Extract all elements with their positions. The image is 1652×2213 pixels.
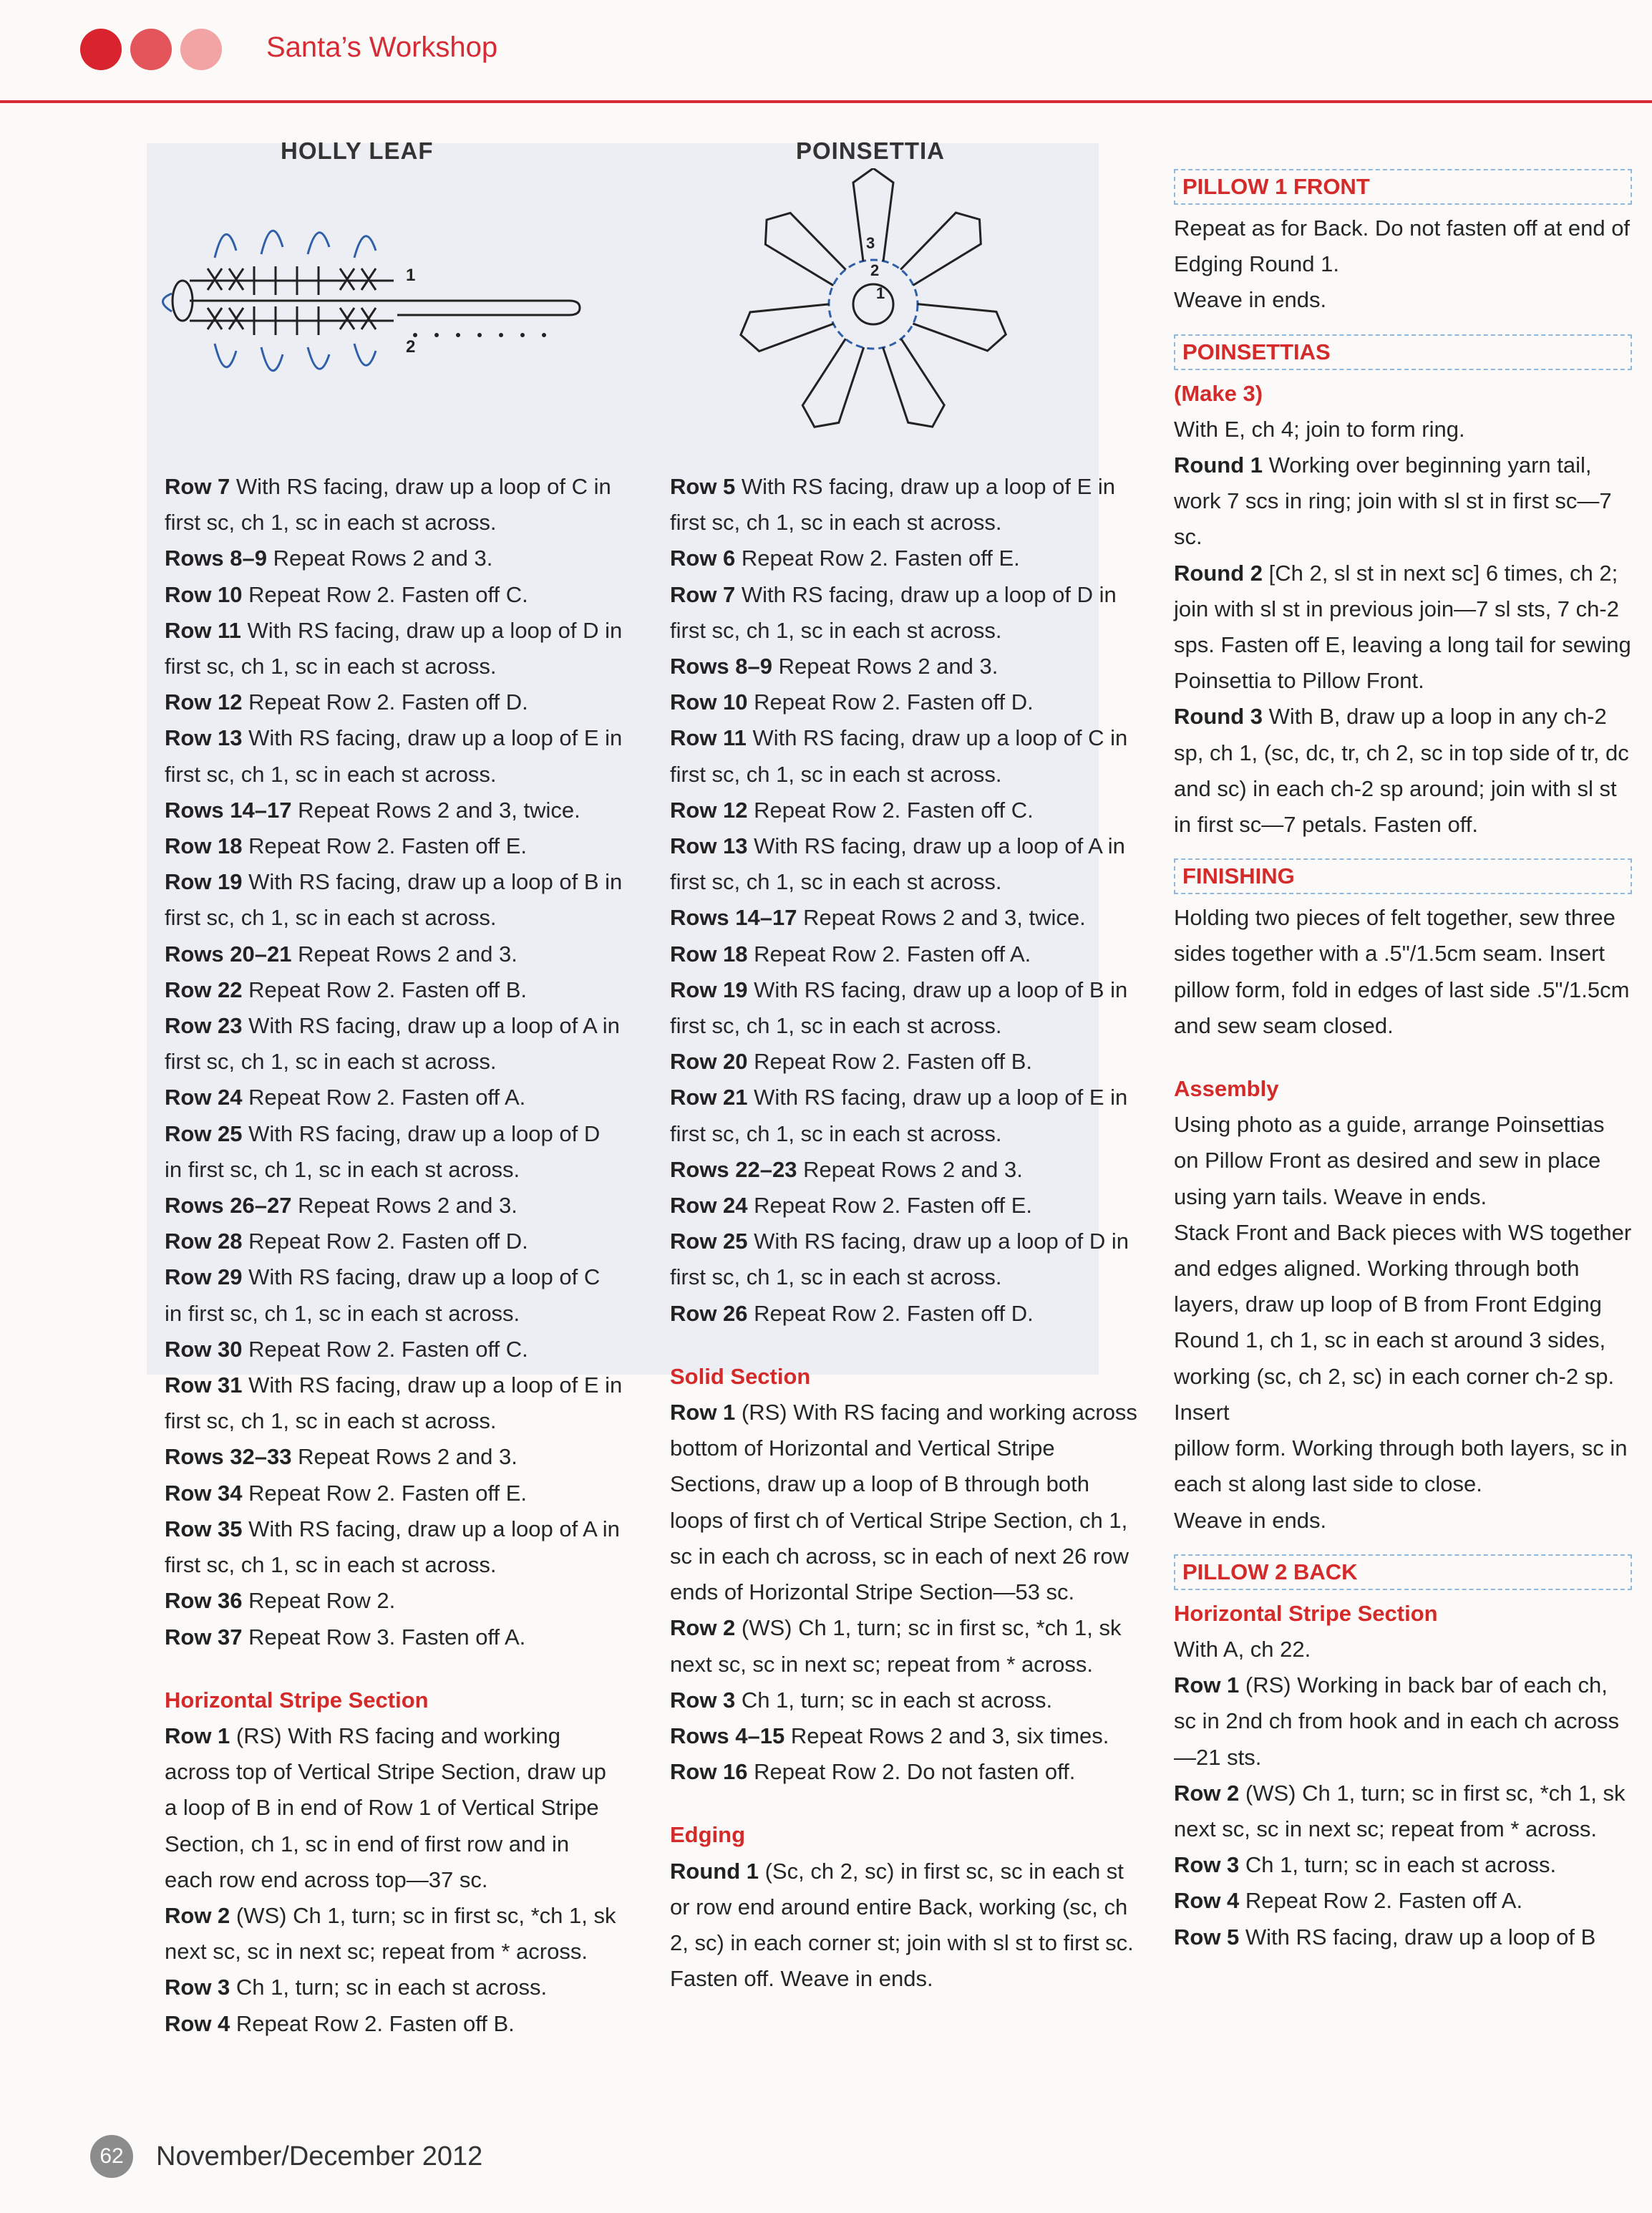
petal bbox=[874, 334, 951, 435]
instruction-text: Ch 1, turn; sc in each st across. bbox=[1239, 1852, 1557, 1878]
instruction-text: With RS facing, draw up a loop of B in first sc, ch 1, sc in each st across. bbox=[670, 977, 1128, 1039]
instruction-label: Row 11 bbox=[670, 725, 747, 751]
instruction-text: Repeat Rows 2 and 3. bbox=[291, 1444, 518, 1470]
pillow-1-front-heading: PILLOW 1 FRONT bbox=[1174, 169, 1632, 205]
instruction-label: Rows 26–27 bbox=[165, 1193, 292, 1219]
instruction-list bbox=[1174, 1667, 1632, 1955]
petal bbox=[737, 294, 836, 354]
instruction-label: Row 7 bbox=[670, 581, 736, 607]
holly-leaf-title: HOLLY LEAF bbox=[281, 137, 434, 164]
instruction-list bbox=[1174, 447, 1632, 843]
instruction-label: Row 12 bbox=[165, 689, 243, 715]
instruction-text: With RS facing, draw up a loop of A in first sc, ch 1, sc in each st across. bbox=[670, 833, 1125, 895]
instruction-label: Rows 22–23 bbox=[670, 1156, 797, 1182]
instruction-text: Ch 1, turn; sc in each st across. bbox=[735, 1687, 1053, 1713]
petal bbox=[797, 334, 873, 435]
instruction-text: Ch 1, turn; sc in each st across. bbox=[230, 1975, 548, 2000]
instruction-label: Rows 14–17 bbox=[165, 797, 292, 823]
row-label-2: 2 bbox=[406, 337, 416, 357]
instruction bbox=[670, 1718, 1142, 1754]
horizontal-stripe-heading: Horizontal Stripe Section bbox=[165, 1687, 429, 1713]
instruction-text: Repeat Rows 2 and 3. bbox=[267, 546, 493, 571]
instruction bbox=[670, 828, 1142, 900]
instruction-text: Working over beginning yarn tail, work 7 scs in ring; join with sl st in first sc—7 sc. bbox=[1174, 452, 1612, 550]
instruction-text: Repeat Row 3. Fasten off A. bbox=[242, 1624, 526, 1650]
instruction bbox=[165, 469, 623, 541]
instruction bbox=[670, 1044, 1142, 1080]
instruction bbox=[670, 793, 1142, 828]
instruction-text: With RS facing, draw up a loop of E in first sc, ch 1, sc in each st across. bbox=[165, 1372, 623, 1434]
instruction-text: Repeat Row 2. Fasten off A. bbox=[242, 1085, 526, 1110]
instruction bbox=[670, 1754, 1142, 1790]
instruction bbox=[670, 1610, 1142, 1682]
instruction bbox=[165, 1898, 623, 1970]
instruction bbox=[165, 1718, 623, 1898]
instruction bbox=[165, 1224, 623, 1259]
instruction-label: Row 3 bbox=[670, 1687, 736, 1713]
instruction-text: (WS) Ch 1, turn; sc in first sc, *ch 1, sk next sc, sc in next sc; repeat from * across. bbox=[165, 1902, 616, 1965]
instruction-text: With RS facing, draw up a loop of E in first sc, ch 1, sc in each st across. bbox=[165, 725, 623, 787]
instruction bbox=[670, 1224, 1142, 1295]
instruction bbox=[165, 793, 623, 828]
instruction bbox=[670, 649, 1142, 684]
instruction-text: Repeat Rows 2 and 3. bbox=[797, 1156, 1023, 1182]
dot-3 bbox=[180, 29, 222, 70]
instruction-text: With B, draw up a loop in any ch-2 sp, ch 1, (sc, dc, tr, ch 2, sc in top side of tr, dc and sc) in each ch-2 sp around; join with sl st in first sc—7 petals. Fasten off. bbox=[1174, 704, 1629, 838]
instruction-list bbox=[165, 1718, 623, 2042]
instruction-label: Row 13 bbox=[165, 725, 243, 751]
instruction bbox=[165, 936, 623, 972]
instruction-label: Rows 8–9 bbox=[670, 654, 773, 679]
instruction-text: Repeat Row 2. Fasten off C. bbox=[242, 581, 528, 607]
instruction bbox=[165, 864, 623, 936]
instruction bbox=[165, 720, 623, 792]
pillow-2-back-subheading: Horizontal Stripe Section bbox=[1174, 1600, 1438, 1626]
edging-heading: Edging bbox=[670, 1822, 746, 1848]
instruction-text: Repeat Row 2. Fasten off E. bbox=[747, 1193, 1033, 1219]
finishing-heading: FINISHING bbox=[1174, 858, 1632, 894]
instruction bbox=[165, 1367, 623, 1439]
instruction-text: With RS facing, draw up a loop of B bbox=[1239, 1924, 1596, 1950]
section-title: Santa’s Workshop bbox=[266, 32, 498, 63]
instruction-text: Repeat Row 2. Fasten off B. bbox=[242, 977, 528, 1002]
instruction-list bbox=[670, 1854, 1142, 1997]
instruction-list bbox=[165, 469, 623, 1655]
instruction bbox=[1174, 1919, 1632, 1955]
assembly-text-1: Using photo as a guide, arrange Poinsettias on Pillow Front as desired and sew in place using yarn tails. Weave in ends. bbox=[1174, 1112, 1605, 1209]
instruction bbox=[670, 541, 1142, 576]
instruction-text: Repeat Rows 2 and 3. bbox=[772, 654, 999, 679]
instruction-label: Row 28 bbox=[165, 1229, 243, 1254]
instruction-text: Repeat Row 2. Fasten off B. bbox=[230, 2010, 515, 2036]
footer bbox=[90, 2135, 482, 2178]
round-label-1: 1 bbox=[876, 284, 885, 302]
page-number: 62 bbox=[90, 2135, 133, 2178]
pillow-1-front-text: Repeat as for Back. Do not fasten off at end of Edging Round 1. bbox=[1174, 216, 1631, 277]
leaf-tip bbox=[163, 294, 173, 311]
instruction bbox=[165, 541, 623, 576]
instruction bbox=[670, 900, 1142, 936]
instruction-label: Rows 32–33 bbox=[165, 1444, 292, 1470]
instruction-text: Repeat Row 2. Fasten off E. bbox=[242, 833, 528, 859]
dot-2 bbox=[130, 29, 172, 70]
instruction-text: Repeat Row 2. Fasten off C. bbox=[747, 797, 1034, 823]
instruction-label: Round 3 bbox=[1174, 704, 1263, 730]
foundation-chain bbox=[190, 301, 580, 315]
instruction bbox=[670, 720, 1142, 792]
assembly-text-3: pillow form. Working through both layers, sc in each st along last side to close. bbox=[1174, 1435, 1628, 1497]
instruction-label: Row 13 bbox=[670, 833, 748, 859]
instruction-label: Rows 8–9 bbox=[165, 546, 268, 571]
solid-section-heading: Solid Section bbox=[670, 1363, 811, 1389]
instruction-text: With RS facing, draw up a loop of A in first sc, ch 1, sc in each st across. bbox=[165, 1516, 620, 1578]
instruction bbox=[165, 1332, 623, 1367]
instruction-label: Row 10 bbox=[670, 689, 748, 715]
instruction bbox=[1174, 556, 1632, 699]
instruction-label: Row 25 bbox=[670, 1229, 748, 1254]
instruction-label: Round 1 bbox=[670, 1858, 759, 1884]
center-ring bbox=[853, 284, 893, 324]
instruction-label: Row 4 bbox=[1174, 1888, 1240, 1914]
instruction-label: Row 5 bbox=[670, 474, 736, 499]
instruction-text: (WS) Ch 1, turn; sc in first sc, *ch 1, sk next sc, sc in next sc; repeat from * across. bbox=[670, 1615, 1122, 1677]
row-label-1: 1 bbox=[406, 266, 416, 285]
instruction-text: Repeat Row 2. Fasten off E. bbox=[242, 1480, 528, 1506]
assembly-heading: Assembly bbox=[1174, 1076, 1279, 1102]
instruction bbox=[165, 1970, 623, 2005]
instruction-label: Row 3 bbox=[165, 1975, 230, 2000]
round-label-3: 3 bbox=[866, 234, 875, 252]
poinsettias-heading: POINSETTIAS bbox=[1174, 334, 1632, 370]
assembly-text-4: Weave in ends. bbox=[1174, 1507, 1327, 1533]
instruction bbox=[165, 828, 623, 864]
instruction bbox=[1174, 447, 1632, 556]
instruction-text: With RS facing, draw up a loop of D in first sc, ch 1, sc in each st across. bbox=[670, 1229, 1129, 1290]
instruction bbox=[165, 1080, 623, 1115]
leaf-lobe bbox=[215, 231, 376, 258]
instruction-label: Rows 4–15 bbox=[670, 1723, 785, 1748]
pillow-1-front-text-2: Weave in ends. bbox=[1174, 287, 1327, 313]
instruction-label: Rows 20–21 bbox=[165, 941, 292, 967]
instruction-label: Row 22 bbox=[165, 977, 243, 1002]
dot-1 bbox=[80, 29, 122, 70]
instruction-label: Row 18 bbox=[165, 833, 243, 859]
instruction bbox=[165, 2006, 623, 2042]
instruction-label: Row 11 bbox=[165, 617, 241, 643]
assembly-text-2: Stack Front and Back pieces with WS together and edges aligned. Working through both layers, draw up loop of B from Front Edging Round 1, ch 1, sc in each st around 3 sides, working (sc, ch 2, sc) in each corner ch-2 sp. Insert bbox=[1174, 1219, 1632, 1425]
holly-leaf-diagram bbox=[140, 200, 591, 401]
instruction-text: With RS facing, draw up a loop of E in first sc, ch 1, sc in each st across. bbox=[670, 474, 1116, 536]
chain-dot bbox=[434, 333, 439, 337]
instruction-label: Row 30 bbox=[165, 1336, 243, 1362]
instruction-list bbox=[670, 469, 1142, 1332]
instruction-text: Repeat Rows 2 and 3. bbox=[291, 941, 518, 967]
instruction bbox=[670, 1080, 1142, 1151]
instruction bbox=[1174, 1776, 1632, 1847]
instruction bbox=[670, 1395, 1142, 1610]
instruction-text: Repeat Row 2. Do not fasten off. bbox=[747, 1759, 1076, 1785]
instruction-text: (WS) Ch 1, turn; sc in first sc, *ch 1, sk next sc, sc in next sc; repeat from * across. bbox=[1174, 1780, 1626, 1841]
instruction bbox=[165, 1116, 623, 1188]
instruction-text: With RS facing, draw up a loop of C in first sc, ch 1, sc in each st across. bbox=[165, 1264, 601, 1326]
instruction-text: Repeat Rows 2 and 3, twice. bbox=[291, 797, 580, 823]
instruction-text: With RS facing, draw up a loop of D in first sc, ch 1, sc in each st across. bbox=[165, 617, 623, 679]
instruction bbox=[670, 1188, 1142, 1224]
instruction-label: Row 23 bbox=[165, 1013, 243, 1039]
instruction-label: Row 5 bbox=[1174, 1924, 1240, 1950]
instruction-label: Row 12 bbox=[670, 797, 748, 823]
instruction-text: Repeat Row 2. bbox=[242, 1588, 396, 1614]
instruction-text: (RS) With RS facing and working across bottom of Horizontal and Vertical Stripe Sections, draw up a loop of B through both loops of first ch of Vertical Stripe Section, ch 1, sc in each ch across, sc in each of next 26 row ends of Horizontal Stripe Section—53 sc. bbox=[670, 1400, 1137, 1605]
instruction-label: Row 19 bbox=[165, 869, 243, 895]
instruction-label: Row 37 bbox=[165, 1624, 243, 1650]
instruction-label: Row 10 bbox=[165, 581, 243, 607]
instruction-label: Row 2 bbox=[165, 1902, 230, 1928]
instruction bbox=[670, 1152, 1142, 1188]
instruction bbox=[1174, 1847, 1632, 1883]
instruction-text: Repeat Rows 2 and 3. bbox=[291, 1193, 518, 1219]
poinsettia-title: POINSETTIA bbox=[796, 137, 946, 164]
instruction-label: Row 2 bbox=[1174, 1780, 1240, 1806]
instruction bbox=[670, 1296, 1142, 1332]
instruction-text: Repeat Row 2. Fasten off B. bbox=[747, 1049, 1033, 1075]
instruction-text: With RS facing, draw up a loop of D in first sc, ch 1, sc in each st across. bbox=[165, 1120, 601, 1182]
instruction-label: Row 35 bbox=[165, 1516, 243, 1541]
instruction-label: Row 16 bbox=[670, 1759, 748, 1785]
instruction-list bbox=[670, 1395, 1142, 1790]
instruction-label: Row 2 bbox=[670, 1615, 736, 1641]
instruction bbox=[670, 684, 1142, 720]
instruction-label: Row 36 bbox=[165, 1588, 243, 1614]
instruction-label: Row 24 bbox=[165, 1085, 243, 1110]
instruction-label: Row 7 bbox=[165, 474, 230, 499]
instruction-label: Row 21 bbox=[670, 1085, 748, 1110]
instruction-text: Repeat Row 2. Fasten off A. bbox=[747, 941, 1031, 967]
instruction-label: Row 1 bbox=[670, 1400, 736, 1425]
instruction-label: Round 1 bbox=[1174, 452, 1263, 478]
instruction-label: Row 20 bbox=[670, 1049, 748, 1075]
instruction-text: With RS facing, draw up a loop of B in first sc, ch 1, sc in each st across. bbox=[165, 869, 623, 931]
instruction-text: (Sc, ch 2, sc) in first sc, sc in each st or row end around entire Back, working (sc, ch 2, sc) in each corner st; join with sl st to first sc. Fasten off. Weave in ends. bbox=[670, 1858, 1134, 1992]
instruction-label: Round 2 bbox=[1174, 560, 1263, 586]
chain-dot bbox=[499, 333, 503, 337]
instruction bbox=[165, 1511, 623, 1583]
instruction-text: Repeat Row 2. Fasten off D. bbox=[242, 689, 528, 715]
header-dots bbox=[80, 29, 222, 70]
instruction bbox=[165, 1476, 623, 1511]
chain-loop bbox=[173, 281, 193, 321]
instruction-text: [Ch 2, sl st in next sc] 6 times, ch 2; join with sl st in previous join—7 sl sts, 7 ch-2 sps. Fasten off E, leaving a long tail for sewing Poinsettia to Pillow Front. bbox=[1174, 560, 1631, 694]
poinsettias-intro: With E, ch 4; join to form ring. bbox=[1174, 416, 1465, 442]
petal bbox=[910, 294, 1010, 354]
instruction-label: Row 1 bbox=[165, 1723, 230, 1748]
instruction bbox=[670, 972, 1142, 1044]
instruction bbox=[670, 577, 1142, 649]
instruction-label: Row 29 bbox=[165, 1264, 243, 1290]
column-3 bbox=[1174, 165, 1632, 1955]
instruction-label: Row 34 bbox=[165, 1480, 243, 1506]
instruction bbox=[165, 972, 623, 1008]
instruction bbox=[165, 1008, 623, 1080]
instruction-text: Repeat Row 2. Fasten off D. bbox=[747, 689, 1034, 715]
instruction-text: With RS facing, draw up a loop of E in first sc, ch 1, sc in each st across. bbox=[670, 1085, 1128, 1146]
instruction bbox=[1174, 1667, 1632, 1776]
instruction bbox=[165, 577, 623, 613]
chain-dot bbox=[520, 333, 525, 337]
instruction-text: With RS facing, draw up a loop of A in first sc, ch 1, sc in each st across. bbox=[165, 1013, 620, 1075]
petal bbox=[894, 204, 992, 294]
instruction-label: Row 18 bbox=[670, 941, 748, 967]
instruction bbox=[165, 1188, 623, 1224]
instruction-label: Row 1 bbox=[1174, 1672, 1240, 1698]
instruction bbox=[1174, 699, 1632, 843]
pillow-2-back-intro: With A, ch 22. bbox=[1174, 1636, 1311, 1662]
column-2 bbox=[670, 469, 1142, 1997]
instruction bbox=[670, 936, 1142, 972]
pillow-2-back-heading: PILLOW 2 BACK bbox=[1174, 1554, 1632, 1590]
instruction-text: (RS) Working in back bar of each ch, sc in 2nd ch from hook and in each ch across—21 sts. bbox=[1174, 1672, 1620, 1770]
round-label-2: 2 bbox=[870, 261, 880, 279]
instruction-text: Repeat Rows 2 and 3, six times. bbox=[784, 1723, 1109, 1748]
instruction-label: Row 4 bbox=[165, 2010, 230, 2036]
instruction-text: Repeat Row 2. Fasten off E. bbox=[735, 546, 1020, 571]
leaf-lobe bbox=[215, 344, 376, 371]
instruction bbox=[165, 1439, 623, 1475]
header-rule bbox=[0, 100, 1652, 103]
column-1 bbox=[165, 469, 623, 2042]
instruction bbox=[1174, 1883, 1632, 1919]
instruction-label: Row 19 bbox=[670, 977, 748, 1002]
instruction bbox=[165, 684, 623, 720]
instruction bbox=[670, 469, 1142, 541]
instruction-text: Repeat Row 2. Fasten off D. bbox=[242, 1229, 528, 1254]
instruction bbox=[165, 1259, 623, 1331]
instruction-text: With RS facing, draw up a loop of C in first sc, ch 1, sc in each st across. bbox=[165, 474, 611, 536]
instruction bbox=[670, 1682, 1142, 1718]
instruction-label: Row 26 bbox=[670, 1300, 748, 1326]
instruction-text: Repeat Row 2. Fasten off D. bbox=[747, 1300, 1034, 1326]
instruction-label: Row 3 bbox=[1174, 1852, 1240, 1878]
instruction-label: Row 24 bbox=[670, 1193, 748, 1219]
instruction bbox=[165, 1619, 623, 1655]
instruction bbox=[165, 613, 623, 684]
issue-date: November/December 2012 bbox=[156, 2141, 483, 2171]
finishing-text: Holding two pieces of felt together, sew three sides together with a .5"/1.5cm seam. Insert pillow form, fold in edges of last side .5"/1.5cm and sew seam closed. bbox=[1174, 905, 1630, 1038]
instruction-label: Row 31 bbox=[165, 1372, 243, 1398]
instruction-label: Rows 14–17 bbox=[670, 905, 797, 931]
instruction-text: Repeat Row 2. Fasten off C. bbox=[242, 1336, 528, 1362]
poinsettias-make: (Make 3) bbox=[1174, 380, 1263, 406]
chain-dot bbox=[456, 333, 460, 337]
instruction-text: With RS facing, draw up a loop of C in first sc, ch 1, sc in each st across. bbox=[670, 725, 1128, 787]
instruction-text: (RS) With RS facing and working across top of Vertical Stripe Section, draw up a loop of B in end of Row 1 of Vertical Stripe Section, ch 1, sc in end of first row and in each row end across top—37 sc. bbox=[165, 1723, 606, 1892]
chain-dot bbox=[542, 333, 546, 337]
instruction bbox=[670, 1854, 1142, 1997]
instruction-text: Repeat Rows 2 and 3, twice. bbox=[797, 905, 1086, 931]
poinsettia-diagram bbox=[716, 168, 1031, 455]
instruction-label: Row 25 bbox=[165, 1120, 243, 1146]
instruction bbox=[165, 1583, 623, 1619]
instruction-text: With RS facing, draw up a loop of D in first sc, ch 1, sc in each st across. bbox=[670, 581, 1117, 643]
chain-dot bbox=[477, 333, 482, 337]
instruction-label: Row 6 bbox=[670, 546, 736, 571]
instruction-text: Repeat Row 2. Fasten off A. bbox=[1239, 1888, 1523, 1914]
